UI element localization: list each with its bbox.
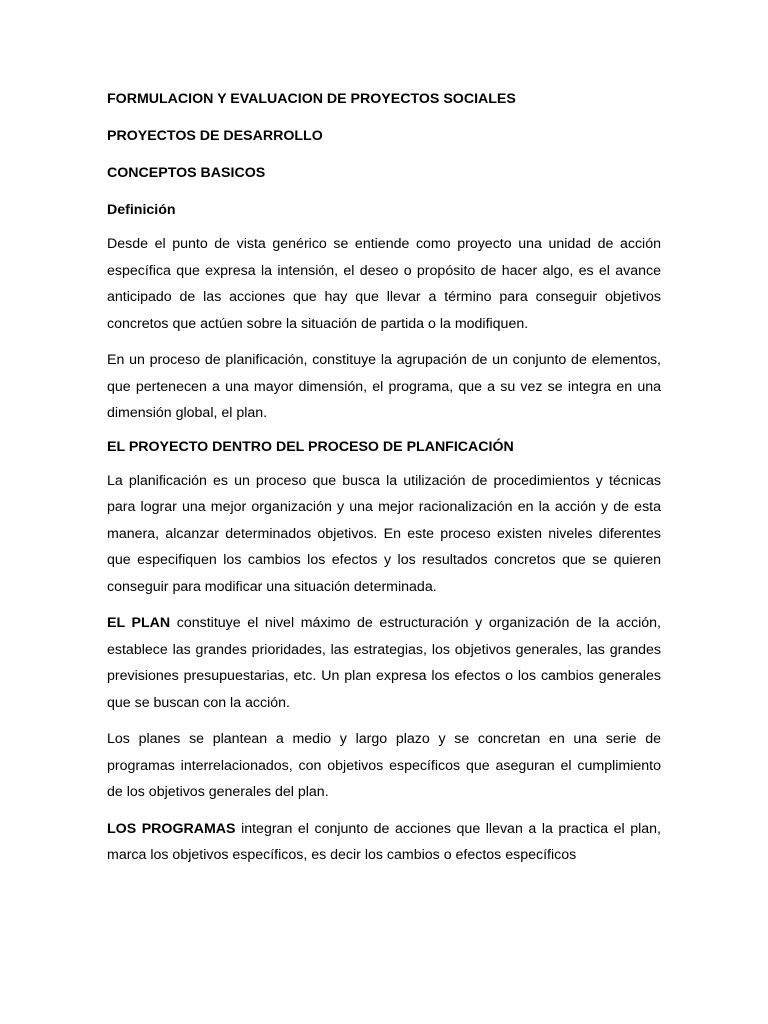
paragraph-definition: Desde el punto de vista genérico se entiende como proyecto una unidad de acción específica que expresa la intensión, el deseo o propósito de hacer algo, es el avance anticipado de las acciones que hay que llevar a término para conseguir objetivos concretos que actúen sobre la situación de partida o la modifiquen. [107,236,661,332]
el-plan-lead: EL PLAN [107,615,171,631]
definition-heading: Definición [107,202,176,218]
document-subtitle-conceptos: CONCEPTOS BASICOS [107,165,266,181]
paragraph-el-plan [107,610,661,716]
paragraph-programas [107,816,661,869]
section-heading-proyecto: EL PROYECTO DENTRO DEL PROCESO DE PLANFICACIÓN [107,438,514,455]
paragraph-planning-process: En un proceso de planificación, constituye la agrupación de un conjunto de elementos, que pertenecen a una mayor dimensión, el programa, que a su vez se integra en una dimensión global, el plan. [107,352,661,421]
programas-text: integran el conjunto de acciones que llevan a la practica el plan, marca los objetivos específicos, es decir los cambios o efectos específicos [107,820,662,863]
paragraph-planes: Los planes se plantean a medio y largo plazo y se concretan en una serie de programas interrelacionados, con objetivos específicos que aseguran el cumplimiento de los objetivos generales del plan. [107,731,661,800]
document-page [107,89,661,879]
paragraph-planificacion: La planificación es un proceso que busca la utilización de procedimientos y técnicas para lograr una mejor organización y una mejor racionalización en la acción y de esta manera, alcanzar determinados objetivos. En este proceso existen niveles diferentes que especifiquen los cambios los efectos y los resultados concretos que se quieren conseguir para modificar una situación determinada. [107,472,661,595]
el-plan-text: constituye el nivel máximo de estructuración y organización de la acción, establece las grandes prioridades, las estrategias, los objetivos generales, las grandes previsiones presupuestarias, etc. Un plan expresa los efectos o los cambios generales que se buscan con la acción. [107,615,661,711]
programas-lead: LOS PROGRAMAS [107,820,236,837]
document-subtitle-desarrollo: PROYECTOS DE DESARROLLO [107,128,323,144]
document-title: FORMULACION Y EVALUACION DE PROYECTOS SOCIALES [107,91,516,107]
